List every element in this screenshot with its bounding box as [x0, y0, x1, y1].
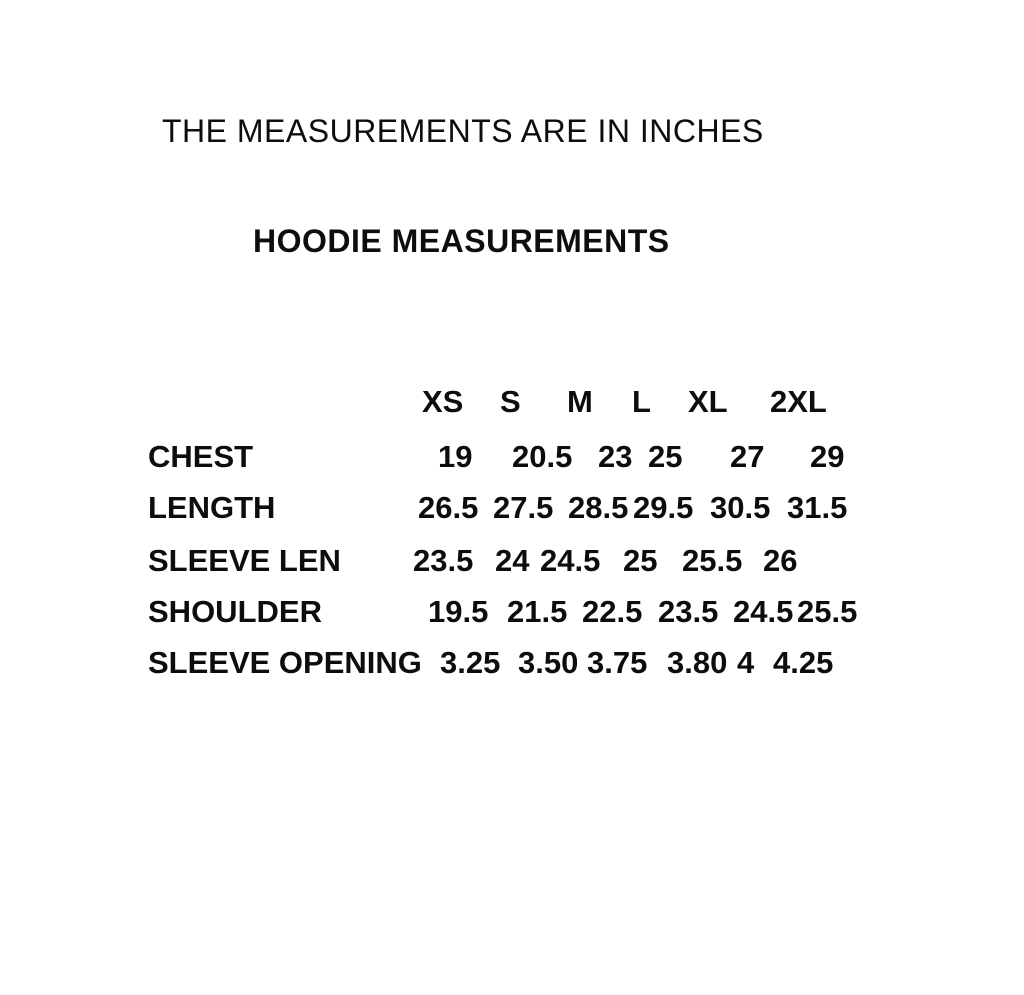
cell-length-xs: 26.5 — [418, 490, 479, 525]
cell-sleeve-opening-2xl: 4.25 — [773, 645, 834, 680]
cell-shoulder-l: 23.5 — [658, 594, 719, 629]
cell-shoulder-s: 21.5 — [507, 594, 568, 629]
cell-length-l: 29.5 — [633, 490, 694, 525]
cell-length-2xl: 31.5 — [787, 490, 848, 525]
cell-chest-s: 20.5 — [512, 439, 573, 474]
page-title: HOODIE MEASUREMENTS — [253, 223, 670, 259]
cell-sleeve-opening-xl: 4 — [737, 645, 755, 680]
row-label-length: LENGTH — [148, 490, 276, 525]
row-label-sleeve-opening: SLEEVE OPENING — [148, 645, 422, 680]
cell-sleeve-len-s: 24 — [495, 543, 530, 578]
size-header-l: L — [632, 384, 651, 419]
cell-sleeve-len-l: 25 — [623, 543, 658, 578]
cell-sleeve-len-m: 24.5 — [540, 543, 601, 578]
cell-sleeve-len-xl: 25.5 — [682, 543, 743, 578]
cell-chest-l: 25 — [648, 439, 683, 474]
cell-length-m: 28.5 — [568, 490, 629, 525]
cell-sleeve-opening-m: 3.75 — [587, 645, 648, 680]
cell-sleeve-opening-xs: 3.25 — [440, 645, 501, 680]
cell-shoulder-xs: 19.5 — [428, 594, 489, 629]
cell-shoulder-xl: 24.5 — [733, 594, 794, 629]
cell-chest-xl: 27 — [730, 439, 765, 474]
units-note: THE MEASUREMENTS ARE IN INCHES — [162, 113, 764, 149]
cell-shoulder-m: 22.5 — [582, 594, 643, 629]
size-header-m: M — [567, 384, 593, 419]
cell-chest-2xl: 29 — [810, 439, 845, 474]
row-label-sleeve-len: SLEEVE LEN — [148, 543, 341, 578]
row-label-shoulder: SHOULDER — [148, 594, 322, 629]
cell-shoulder-2xl: 25.5 — [797, 594, 858, 629]
cell-length-xl: 30.5 — [710, 490, 771, 525]
size-header-xl: XL — [688, 384, 728, 419]
cell-chest-m: 23 — [598, 439, 633, 474]
cell-sleeve-len-2xl: 26 — [763, 543, 798, 578]
size-header-s: S — [500, 384, 521, 419]
cell-sleeve-opening-l: 3.80 — [667, 645, 728, 680]
size-header-xs: XS — [422, 384, 464, 419]
row-label-chest: CHEST — [148, 439, 254, 474]
size-header-2xl: 2XL — [770, 384, 827, 419]
cell-chest-xs: 19 — [438, 439, 473, 474]
cell-length-s: 27.5 — [493, 490, 554, 525]
cell-sleeve-len-xs: 23.5 — [413, 543, 474, 578]
cell-sleeve-opening-s: 3.50 — [518, 645, 579, 680]
